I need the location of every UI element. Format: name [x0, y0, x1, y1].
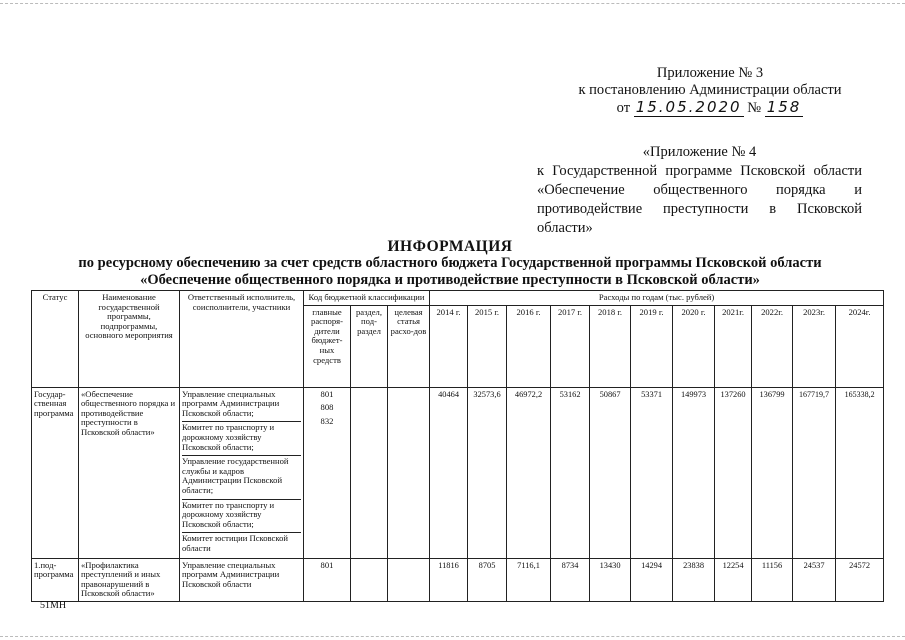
value-cell: 24537: [793, 558, 836, 601]
value-cell: 53162: [551, 387, 590, 558]
row-executors: [180, 387, 304, 558]
budget-code: 801: [320, 388, 334, 399]
header-row-1: [32, 291, 884, 306]
value-cell: 7116,1: [507, 558, 551, 601]
header-year: 2020 г.: [673, 305, 715, 387]
row-article: [388, 387, 430, 558]
value-cell: 40464: [430, 387, 468, 558]
header-expenses: Расходы по годам (тыс. рублей): [430, 291, 884, 306]
value-cell: 50867: [590, 387, 631, 558]
value-cell: 24572: [836, 558, 884, 601]
value-cell: 23838: [673, 558, 715, 601]
value-cell: 165338,2: [836, 387, 884, 558]
appendix-3-date-line: [617, 99, 804, 117]
value-cell: 8734: [551, 558, 590, 601]
header-year: 2018 г.: [590, 305, 631, 387]
value-cell: 136799: [752, 387, 793, 558]
header-year: 2019 г.: [631, 305, 673, 387]
value-cell: 46972,2: [507, 387, 551, 558]
appendix-4-title: «Приложение № 4: [642, 144, 757, 160]
value-cell: 167719,7: [793, 387, 836, 558]
heading-subtitle: по ресурсному обеспечению за счет средств областного бюджета Государственной программы Псковской области: [78, 255, 822, 271]
handwritten-number: 158: [766, 98, 802, 116]
appendix-4-body: к Государственной программе Псковской области «Обеспечение общественного порядка и противодействие преступности в Псковской области»: [537, 163, 862, 236]
value-cell: 149973: [673, 387, 715, 558]
appendix-3-block: [560, 65, 860, 117]
header-year: 2017 г.: [551, 305, 590, 387]
header-executor: Ответственный исполнитель, соисполнители, участники: [180, 291, 304, 388]
header-year: 2023г.: [793, 305, 836, 387]
value-cell: 11816: [430, 558, 468, 601]
row-section: [351, 558, 388, 601]
header-year: 2021г.: [715, 305, 752, 387]
number-label: №: [747, 100, 762, 116]
table-row: [32, 387, 884, 558]
row-name: «Профилактика преступлений и иных правонарушений в Псковской области»: [79, 558, 180, 601]
value-cell: 13430: [590, 558, 631, 601]
value-cell: 53371: [631, 387, 673, 558]
appendix-3-resolution: к постановлению Администрации области: [578, 82, 842, 98]
from-label: от: [616, 100, 631, 116]
heading-program-name: «Обеспечение общественного порядка и противодействие преступности в Псковской области»: [140, 272, 760, 288]
value-cell: 12254: [715, 558, 752, 601]
executor-item: Комитет по транспорту и дорожному хозяйству Псковской области;: [182, 500, 301, 534]
header-budget-code: Код бюджетной классификации: [304, 291, 430, 306]
executor-item: Комитет юстиции Псковской области: [182, 533, 288, 553]
value-cell: 11156: [752, 558, 793, 601]
resource-table: [31, 290, 884, 602]
header-year: 2016 г.: [507, 305, 551, 387]
document-heading: [30, 238, 870, 289]
handwritten-date: 15.05.2020: [635, 98, 742, 116]
executor-item: Управление государственной службы и кадров Администрации Псковской области;: [182, 456, 301, 499]
value-cell: 8705: [468, 558, 507, 601]
header-year: 2015 г.: [468, 305, 507, 387]
scan-top-edge: [0, 3, 905, 4]
row-name: «Обеспечение общественного порядка и противодействие преступности в Псковской области»: [79, 387, 180, 558]
header-code-section: раздел, под-раздел: [351, 305, 388, 387]
row-codes: [304, 558, 351, 601]
appendix-3-title: Приложение № 3: [656, 65, 764, 81]
scan-bottom-edge: [0, 636, 905, 637]
budget-code: 801: [320, 559, 334, 570]
header-code-article: целевая статья расхо-дов: [388, 305, 430, 387]
header-name: Наименование государственной программы, подпрограммы, основного мероприятия: [79, 291, 180, 388]
row-status: Государ-ственная программа: [32, 387, 79, 558]
row-article: [388, 558, 430, 601]
header-year: 2014 г.: [430, 305, 468, 387]
row-section: [351, 387, 388, 558]
row-status: 1.под-программа: [32, 558, 79, 601]
table-row: [32, 558, 884, 601]
row-codes: [304, 387, 351, 558]
executor-item: Управление специальных программ Администрации Псковской области;: [182, 389, 301, 423]
header-status: Статус: [32, 291, 79, 388]
appendix-4-block: [537, 143, 862, 238]
header-code-managers: главные распоря-дители бюджет-ных средств: [304, 305, 351, 387]
heading-title: ИНФОРМАЦИЯ: [387, 238, 513, 255]
footer-code: 51МН: [40, 600, 67, 611]
value-cell: 14294: [631, 558, 673, 601]
value-cell: 32573,6: [468, 387, 507, 558]
header-year: 2024г.: [836, 305, 884, 387]
executor-item: Управление специальных программ Администрации Псковской области: [182, 559, 280, 589]
value-cell: 137260: [715, 387, 752, 558]
budget-code: 832: [320, 415, 334, 426]
executor-item: Комитет по транспорту и дорожному хозяйству Псковской области;: [182, 422, 301, 456]
row-executors: [180, 558, 304, 601]
header-year: 2022г.: [752, 305, 793, 387]
budget-code: 808: [320, 402, 334, 413]
